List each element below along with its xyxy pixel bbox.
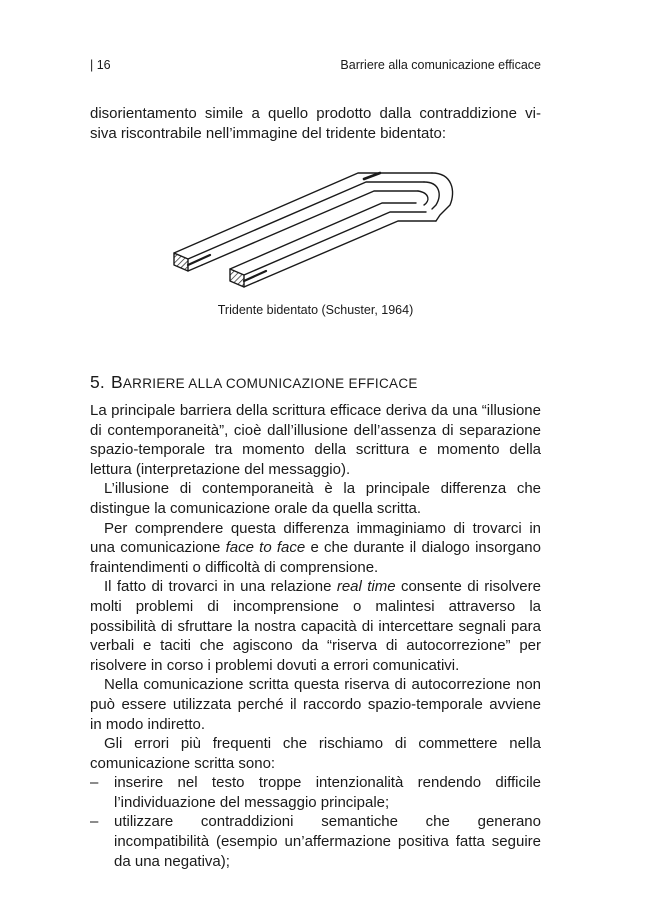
paragraph-4 [90,577,541,675]
paragraph-4-emphasis: real time [336,578,396,596]
page-number: | 16 [90,58,111,72]
paragraph-1: La principale barriera della scrittura efficace deriva da una “illusione di contemporaneità”, cioè dall’illusione dell’assenza di separazione spazio-temporale tra momento della scrittura e momento della lettura (interpretazione del messaggio). [90,402,541,478]
paragraph-3-text-end: e che durante il dialogo insorgano fraintendimenti o difficoltà di comprensione. [90,539,541,576]
section-title-rest: ARRIERE ALLA COMUNICAZIONE EFFICACE [122,376,418,391]
paragraph-4-text: Il fatto di trovarci in una relazione [104,578,337,596]
paragraph-3-emphasis: face to face [225,539,306,557]
list-item [90,773,541,812]
paragraph-4-text-end: consente di risolvere molti problemi di incomprensione o malintesi attraverso la possibilità di sfruttare la nostra capacità di intercettare segnali para verbali e taciti che agiscono da “riserva di autocorrezione” per risolvere in corso i problemi dovuti a errori comunicativi. [90,578,541,674]
paragraph-6: Gli errori più frequenti che rischiamo di commettere nella comunicazione scritta sono: [90,735,541,772]
list-marker: – [90,813,99,831]
intro-line-2: siva riscontrabile nell’immagine del tridente bidentato: [90,124,447,142]
list-item-text: utilizzare contraddizioni semantiche che generano incompatibilità (esempio un’affermazione positiva fatta seguire da una negativa); [114,813,541,870]
section-heading [90,372,541,393]
paragraph-3-text: Per comprendere questa differenza immaginiamo di trovarci in una comunicazione [90,519,541,557]
figure-caption: Tridente bidentato (Schuster, 1964) [217,303,414,317]
paragraph-5: Nella comunicazione scritta questa riserva di autocorrezione non può essere utilizzata perché il raccordo spazio-temporale avviene in modo indiretto. [90,676,541,733]
intro-paragraph [90,104,541,143]
running-header [90,58,541,76]
list-marker: – [90,774,99,792]
section-title-initial: B [111,372,123,392]
section-body [90,401,541,871]
list-item [90,812,541,871]
trident-drawing [170,165,460,297]
running-title: Barriere alla comunicazione efficace [340,58,541,72]
intro-line-1: disorientamento simile a quello prodotto dalla contraddizione vi- [90,105,541,122]
bidentate-trident-illustration [170,165,460,297]
list-item-text: inserire nel testo troppe intenzionalità rendendo difficile l’individuazione del messaggio principale; [114,774,541,811]
section-number: 5. [90,372,105,392]
paragraph-3 [90,519,541,578]
paragraph-2: L’illusione di contemporaneità è la principale differenza che distingue la comunicazione orale da quella scritta. [90,480,541,517]
error-list [90,773,541,871]
